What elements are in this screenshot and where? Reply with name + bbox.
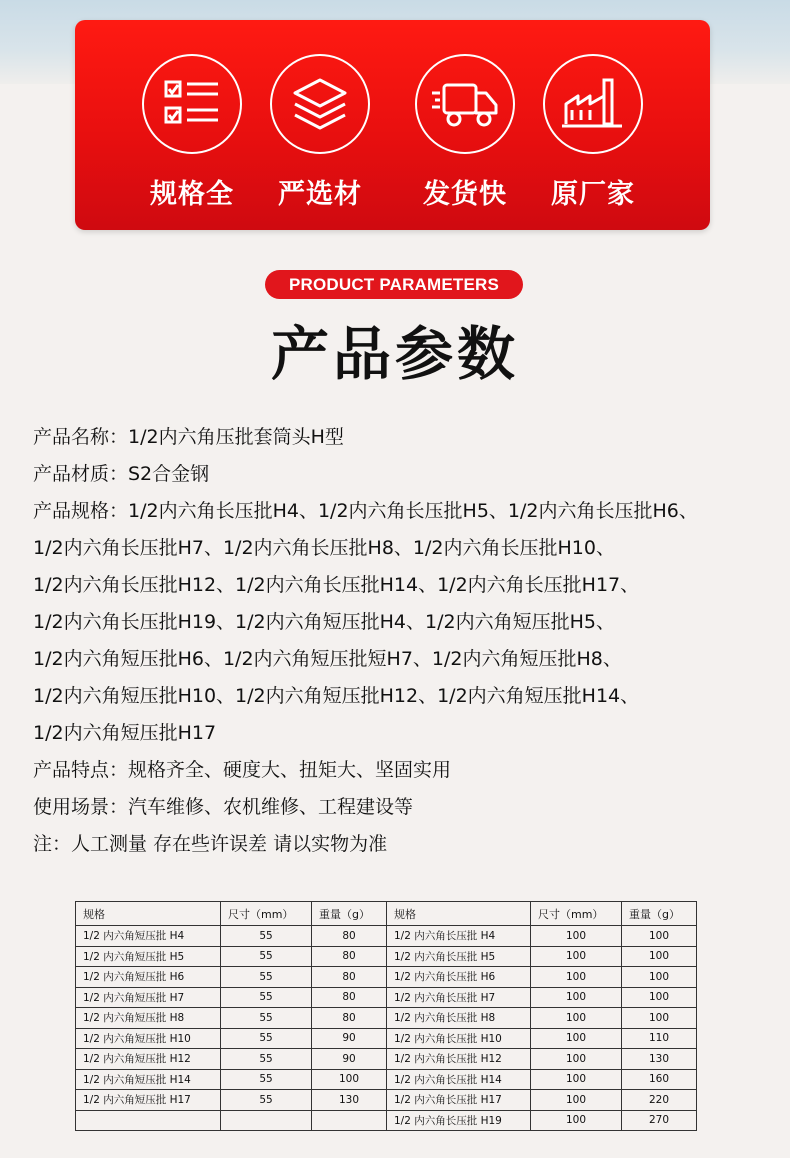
table-header-cell: 规格 xyxy=(387,902,531,926)
table-cell: 55 xyxy=(221,1090,312,1111)
layers-icon xyxy=(270,54,370,154)
spec-line: 1/2内六角长压批H12、1/2内六角长压批H14、1/2内六角长压批H17、 xyxy=(33,574,640,596)
table-cell: 100 xyxy=(312,1069,387,1090)
table-cell: 100 xyxy=(531,1028,622,1049)
table-cell: 1/2 内六角长压批 H12 xyxy=(387,1049,531,1070)
product-material: 产品材质：S2合金钢 xyxy=(33,463,210,485)
table-row xyxy=(76,1090,697,1111)
table-cell: 1/2 内六角短压批 H17 xyxy=(76,1090,221,1111)
checklist-icon xyxy=(142,54,242,154)
feature-item-materials xyxy=(265,54,375,211)
spec-table-body xyxy=(76,902,697,1131)
table-header-row xyxy=(76,902,697,926)
table-cell: 100 xyxy=(622,987,697,1008)
section-tag: PRODUCT PARAMETERS xyxy=(265,270,523,299)
table-cell: 100 xyxy=(531,1090,622,1111)
page-title: 产品参数 xyxy=(270,320,519,388)
table-cell: 1/2 内六角长压批 H6 xyxy=(387,967,531,988)
table-cell: 1/2 内六角长压批 H10 xyxy=(387,1028,531,1049)
usage-scenarios: 使用场景：汽车维修、农机维修、工程建设等 xyxy=(33,796,414,818)
feature-label: 原厂家 xyxy=(551,179,635,210)
spec-line: 1/2内六角长压批H7、1/2内六角长压批H8、1/2内六角长压批H10、 xyxy=(33,537,615,559)
table-header-cell: 规格 xyxy=(76,902,221,926)
table-cell: 55 xyxy=(221,1008,312,1029)
table-cell: 100 xyxy=(531,946,622,967)
feature-label: 规格全 xyxy=(150,179,234,210)
feature-item-specs xyxy=(137,54,247,211)
table-cell: 1/2 内六角短压批 H12 xyxy=(76,1049,221,1070)
feature-item-delivery xyxy=(410,54,520,211)
table-cell: 130 xyxy=(622,1049,697,1070)
table-row xyxy=(76,926,697,947)
feature-label: 严选材 xyxy=(278,179,362,210)
table-row xyxy=(76,1008,697,1029)
table-cell: 220 xyxy=(622,1090,697,1111)
spec-line: 1/2内六角长压批H19、1/2内六角短压批H4、1/2内六角短压批H5、 xyxy=(33,611,615,633)
table-cell: 100 xyxy=(622,926,697,947)
table-row xyxy=(76,987,697,1008)
table-row xyxy=(76,1069,697,1090)
table-cell: 100 xyxy=(622,967,697,988)
table-cell: 100 xyxy=(531,987,622,1008)
table-header-cell: 尺寸（mm） xyxy=(531,902,622,926)
table-cell: 1/2 内六角长压批 H4 xyxy=(387,926,531,947)
spec-line: 1/2内六角短压批H6、1/2内六角短压批短H7、1/2内六角短压批H8、 xyxy=(33,648,622,670)
table-cell: 270 xyxy=(622,1110,697,1131)
table-cell: 90 xyxy=(312,1049,387,1070)
table-cell: 1/2 内六角短压批 H4 xyxy=(76,926,221,947)
table-cell xyxy=(312,1110,387,1131)
spec-line: 1/2内六角短压批H17 xyxy=(33,722,217,744)
table-cell: 160 xyxy=(622,1069,697,1090)
product-features: 产品特点：规格齐全、硬度大、扭矩大、坚固实用 xyxy=(33,759,452,781)
table-header-cell: 尺寸（mm） xyxy=(221,902,312,926)
table-header-cell: 重量（g） xyxy=(622,902,697,926)
table-cell: 55 xyxy=(221,926,312,947)
table-cell: 90 xyxy=(312,1028,387,1049)
table-cell: 55 xyxy=(221,946,312,967)
table-cell: 55 xyxy=(221,987,312,1008)
table-cell: 100 xyxy=(531,926,622,947)
table-cell: 1/2 内六角短压批 H7 xyxy=(76,987,221,1008)
table-cell: 80 xyxy=(312,987,387,1008)
features-banner xyxy=(75,20,710,230)
table-cell: 80 xyxy=(312,967,387,988)
measurement-note: 注：人工测量 存在些许误差 请以实物为准 xyxy=(33,833,388,855)
table-cell: 55 xyxy=(221,967,312,988)
table-row xyxy=(76,946,697,967)
table-cell: 1/2 内六角短压批 H10 xyxy=(76,1028,221,1049)
table-cell: 1/2 内六角长压批 H8 xyxy=(387,1008,531,1029)
table-cell: 130 xyxy=(312,1090,387,1111)
table-cell: 55 xyxy=(221,1069,312,1090)
table-cell: 1/2 内六角短压批 H8 xyxy=(76,1008,221,1029)
table-cell: 1/2 内六角长压批 H14 xyxy=(387,1069,531,1090)
table-cell: 1/2 内六角长压批 H19 xyxy=(387,1110,531,1131)
table-row xyxy=(76,1110,697,1131)
table-cell xyxy=(221,1110,312,1131)
table-cell: 80 xyxy=(312,926,387,947)
table-cell: 1/2 内六角短压批 H6 xyxy=(76,967,221,988)
spec-table xyxy=(75,901,697,1131)
table-cell xyxy=(76,1110,221,1131)
product-name: 产品名称：1/2内六角压批套筒头H型 xyxy=(33,426,344,448)
table-cell: 1/2 内六角长压批 H5 xyxy=(387,946,531,967)
feature-label: 发货快 xyxy=(423,179,507,210)
table-cell: 100 xyxy=(531,1069,622,1090)
table-cell: 80 xyxy=(312,946,387,967)
table-cell: 80 xyxy=(312,1008,387,1029)
table-header-cell: 重量（g） xyxy=(312,902,387,926)
table-row xyxy=(76,967,697,988)
table-cell: 100 xyxy=(531,1008,622,1029)
table-cell: 55 xyxy=(221,1028,312,1049)
product-info xyxy=(33,419,783,863)
feature-item-factory xyxy=(538,54,648,211)
table-row xyxy=(76,1028,697,1049)
table-cell: 1/2 内六角短压批 H14 xyxy=(76,1069,221,1090)
table-cell: 55 xyxy=(221,1049,312,1070)
table-cell: 100 xyxy=(622,946,697,967)
table-row xyxy=(76,1049,697,1070)
table-cell: 100 xyxy=(531,1110,622,1131)
table-cell: 110 xyxy=(622,1028,697,1049)
table-cell: 1/2 内六角长压批 H7 xyxy=(387,987,531,1008)
table-cell: 100 xyxy=(622,1008,697,1029)
table-cell: 100 xyxy=(531,967,622,988)
table-cell: 1/2 内六角短压批 H5 xyxy=(76,946,221,967)
delivery-truck-icon xyxy=(415,54,515,154)
spec-line: 产品规格：1/2内六角长压批H4、1/2内六角长压批H5、1/2内六角长压批H6、 xyxy=(33,500,698,522)
spec-line: 1/2内六角短压批H10、1/2内六角短压批H12、1/2内六角短压批H14、 xyxy=(33,685,640,707)
table-cell: 100 xyxy=(531,1049,622,1070)
factory-icon xyxy=(543,54,643,154)
table-cell: 1/2 内六角长压批 H17 xyxy=(387,1090,531,1111)
